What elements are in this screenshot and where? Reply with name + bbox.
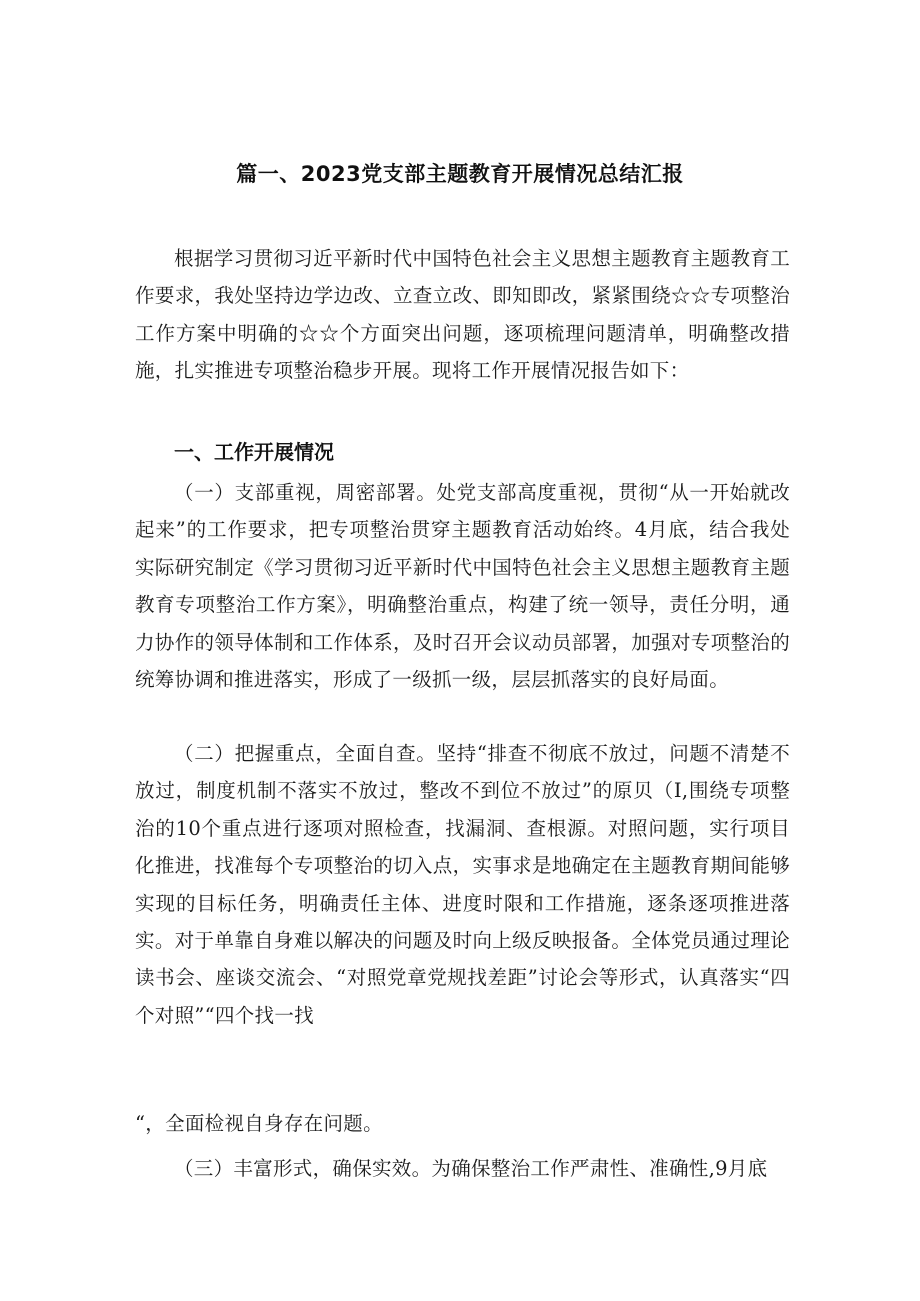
intro-paragraph: 根据学习贯彻习近平新时代中国特色社会主义思想主题教育主题教育工作要求，我处坚持边学边改、立查立改、即知即改，紧紧围绕☆☆专项整治工作方案中明确的☆☆个方面突出问题，逐项梳理问题清单，明确整改措施，扎实推进专项整治稳步开展。现将工作开展情况报告如下： — [135, 247, 790, 383]
paragraph-3: （三）丰富形式，确保实效。为确保整治工作严肃性、准确性,9月底 — [174, 1157, 768, 1180]
paragraph-2: （二）把握重点，全面自查。坚持“排查不彻底不放过，问题不清楚不放过，制度机制不落实不放过，整改不到位不放过”的原贝（I,围绕专项整治的10个重点进行逐项对照检查，找漏洞、查根源。对照问题，实行项目化推进，找准每个专项整治的切入点，实事求是地确定在主题教育期间能够实现的目标任务，明确责任主体、进度时限和工作措施，逐条逐项推进落实。对于单靠自身难以解决的问题及时向上级反映报备。全体党员通过理论读书会、座谈交流会、“对照党章党规找差距”讨论会等形式，认真落实“四个对照”“四个找一找 — [135, 742, 790, 1027]
document-title: 篇一、2023党支部主题教育开展情况总结汇报 — [236, 162, 684, 186]
section-heading: 一、工作开展情况 — [174, 440, 334, 464]
paragraph-1: （一）支部重视，周密部署。处党支部高度重视，贯彻“从一开始就改起来”的工作要求，把专项整治贯穿主题教育活动始终。4月底，结合我处实际研究制定《学习贯彻习近平新时代中国特色社会主义思想主题教育主题教育专项整治工作方案》，明确整治重点，构建了统一领导，责任分明，通力协作的领导体制和工作体系，及时召开会议动员部署，加强对专项整治的统筹协调和推进落实，形成了一级抓一级，层层抓落实的良好局面。 — [135, 481, 790, 692]
paragraph-2-tail: “，全面检视自身存在问题。 — [135, 1112, 383, 1135]
